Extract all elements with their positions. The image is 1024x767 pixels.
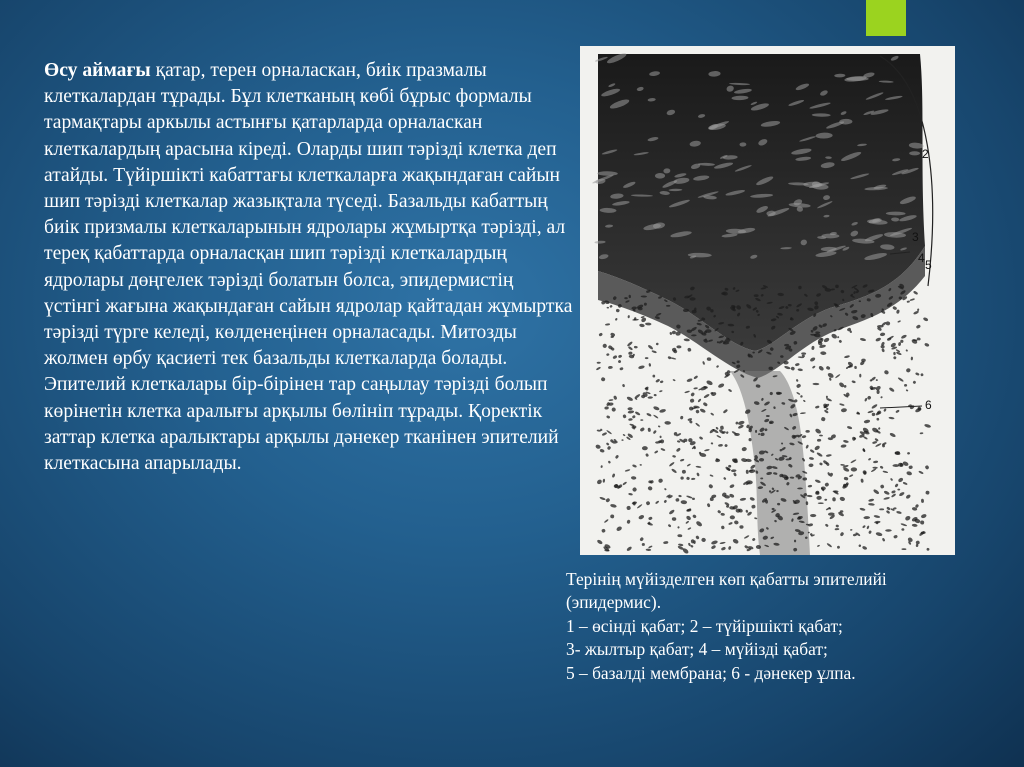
body-text: қатар, терен орналаскан, биік празмалы клеткалардан тұрады. Бұл клетканың көбі бұрыс формалы тармақтары аркылы астынғы қатарларда орналаскан клеткалардың арасына кіреді. Оларды шип тәрізді клетка деп атайды. Түйіршікті кабаттағы клеткаларға жақындаған сайын шип тәрізді клеткалар жазықтала түседі. Базальды кабаттың биік призмалы клеткаларынын ядролары жұмыртқа тәрізді, ал тереқ қабаттарда орналасқан шип тәрізді клеткалардың ядролары дөңгелек тәрізді болатын болса, эпидермистің үстінгі жағына жақындаған сайын ядролар қайтадан жұмыртка тәрізді түрге келеді, көлденеңінен орналасады. Митозды жолмен өрбу қасиеті тек базальды клеткаларда болады. Эпителий клеткалары бір-бірінен тар саңылау тәрізді болып көрінетін клетка аралығы арқылы бөлініп тұрады. Қоректік заттар клетка аралыктары арқылы дәнекер тканінен эпителий клеткасына апарылады. xyxy=(44,60,573,475)
figure-label-4: 4 xyxy=(918,251,925,265)
caption-legend-2: 3- жылтыр қабат; 4 – мүйізді қабат; xyxy=(566,639,828,660)
figure-label-2: 2 xyxy=(922,147,929,161)
caption-legend-3: 5 – базалді мембрана; 6 - дәнекер ұлпа. xyxy=(566,662,856,683)
figure-label-5: 5 xyxy=(925,258,932,272)
body-paragraph xyxy=(44,58,574,477)
figure-label-3: 3 xyxy=(912,230,919,244)
figure-label-6: 6 xyxy=(925,398,932,412)
histology-figure xyxy=(580,46,955,555)
caption-subtitle: (эпидермис). xyxy=(566,592,662,613)
accent-bar xyxy=(866,0,906,36)
figure-caption xyxy=(566,568,986,685)
lead-term: Өсу аймағы xyxy=(44,60,151,81)
caption-legend-1: 1 – өсінді қабат; 2 – түйіршікті қабат; xyxy=(566,615,843,636)
caption-title: Терінің мүйізделген көп қабатты эпителийі xyxy=(566,569,887,589)
